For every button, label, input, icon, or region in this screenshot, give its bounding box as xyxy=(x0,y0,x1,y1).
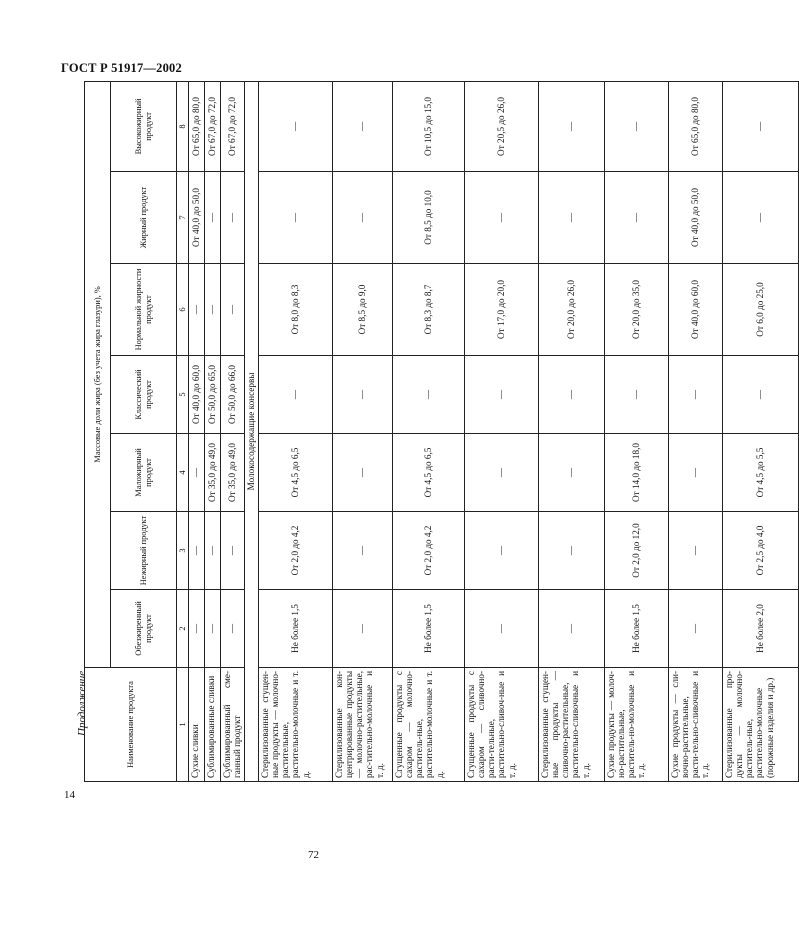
value-cell: — xyxy=(332,81,392,171)
value-cell: — xyxy=(604,172,668,264)
product-name-cell: Сублимированный сме-ганный продукт xyxy=(221,668,245,782)
table-row xyxy=(332,81,392,781)
value-cell: От 20,0 до 35,0 xyxy=(604,264,668,356)
value-cell: От 2,0 до 12,0 xyxy=(604,512,668,590)
value-cell: — xyxy=(258,172,332,264)
value-cell: — xyxy=(538,434,604,512)
value-cell: — xyxy=(221,590,245,668)
table-row xyxy=(464,81,538,781)
col-index: 2 xyxy=(177,590,189,668)
product-name-cell: Стерилизованные про-дукты — молочно-раститель-ные, растительно-молочные (порожные изделия и др.) xyxy=(722,668,798,782)
value-cell: — xyxy=(221,172,245,264)
table-row xyxy=(189,81,205,781)
col-header-6: Нормальной жирности продукт xyxy=(111,264,177,356)
col-header-7: Жирный продукт xyxy=(111,172,177,264)
value-cell: — xyxy=(538,81,604,171)
col-index: 6 xyxy=(177,264,189,356)
product-name-cell: Сухие продукты — молоч-но-растительные, раститель-но-молочные и т. д. xyxy=(604,668,668,782)
value-cell: От 67,0 до 72,0 xyxy=(205,81,221,171)
value-cell: От 2,0 до 4,2 xyxy=(258,512,332,590)
col-header-3: Нежирный продукт xyxy=(111,512,177,590)
value-cell: — xyxy=(332,512,392,590)
value-cell: От 10,5 до 15,0 xyxy=(392,81,464,171)
value-cell: — xyxy=(668,512,722,590)
value-cell: От 40,0 до 50,0 xyxy=(668,172,722,264)
value-cell: — xyxy=(205,264,221,356)
value-cell: От 67,0 до 72,0 xyxy=(221,81,245,171)
fat-content-table xyxy=(84,81,799,782)
col-index: 5 xyxy=(177,356,189,434)
value-cell: От 20,0 до 26,0 xyxy=(538,264,604,356)
value-cell: От 14,0 до 18,0 xyxy=(604,434,668,512)
value-cell: — xyxy=(538,590,604,668)
col-index: 4 xyxy=(177,434,189,512)
value-cell: — xyxy=(258,81,332,171)
value-cell: — xyxy=(332,434,392,512)
table-row xyxy=(538,81,604,781)
value-cell: — xyxy=(464,356,538,434)
value-cell: — xyxy=(332,356,392,434)
value-cell: — xyxy=(189,434,205,512)
value-cell: От 6,0 до 25,0 xyxy=(722,264,798,356)
value-cell: — xyxy=(722,172,798,264)
value-cell: От 4,5 до 5,5 xyxy=(722,434,798,512)
value-cell: Не более 2,0 xyxy=(722,590,798,668)
col-index: 3 xyxy=(177,512,189,590)
col-header-name: Наименование продукта xyxy=(85,668,177,782)
value-cell: — xyxy=(205,512,221,590)
value-cell: — xyxy=(258,356,332,434)
value-cell: — xyxy=(189,512,205,590)
value-cell: — xyxy=(668,356,722,434)
value-cell: — xyxy=(332,172,392,264)
section-row xyxy=(244,81,258,781)
value-cell: От 40,0 до 60,0 xyxy=(668,264,722,356)
product-name-cell: Сгущенные продукты с сахаром — молочно-раститель-ные, растительно-молочные и т. д. xyxy=(392,668,464,782)
product-name-cell: Сублимированные сливки xyxy=(205,668,221,782)
value-cell: От 4,5 до 6,5 xyxy=(258,434,332,512)
value-cell: — xyxy=(392,356,464,434)
value-cell: — xyxy=(538,356,604,434)
value-cell: — xyxy=(221,264,245,356)
value-cell: — xyxy=(189,264,205,356)
value-cell: — xyxy=(221,512,245,590)
value-cell: — xyxy=(332,590,392,668)
value-cell: — xyxy=(205,172,221,264)
value-cell: От 17,0 до 20,0 xyxy=(464,264,538,356)
page-number: 14 xyxy=(64,789,75,801)
value-cell: — xyxy=(668,434,722,512)
value-cell: Не более 1,5 xyxy=(604,590,668,668)
product-name-cell: Стерилизованные сгущен-ные продукты — молочно-растительные, растительно-молочные и т. д. xyxy=(258,668,332,782)
value-cell: — xyxy=(464,434,538,512)
value-cell: От 8,5 до 9,0 xyxy=(332,264,392,356)
value-cell: От 65,0 до 80,0 xyxy=(668,81,722,171)
value-cell: От 8,0 до 8,3 xyxy=(258,264,332,356)
table-row xyxy=(258,81,332,781)
product-name-cell: Сухие продукты — сли-вочно-растительные, расти-тельно-сливочные и т. д. xyxy=(668,668,722,782)
value-cell: От 20,5 до 26,0 xyxy=(464,81,538,171)
col-index: 7 xyxy=(177,172,189,264)
table-row xyxy=(221,81,245,781)
table-row xyxy=(205,81,221,781)
product-name-cell: Сгущенные продукты с сахаром — сливочно-расти-тельные, растительно-сливоч-ные и т. д. xyxy=(464,668,538,782)
value-cell: От 35,0 до 49,0 xyxy=(205,434,221,512)
product-name-cell: Стерилизованные кон-центрированные продукты — молочно-растительные, рас-тительно-молочные и т. д. xyxy=(332,668,392,782)
sheet-stamp: 72 xyxy=(308,849,319,861)
table-row xyxy=(604,81,668,781)
value-cell: От 50,0 до 66,0 xyxy=(221,356,245,434)
col-header-4: Маложирный продукт xyxy=(111,434,177,512)
continuation-label: Продолжение xyxy=(76,670,88,736)
col-header-8: Высокожирный продукт xyxy=(111,81,177,171)
rotated-table-container xyxy=(84,82,775,782)
value-cell: — xyxy=(464,512,538,590)
table-row xyxy=(722,81,798,781)
value-cell: От 40,0 до 50,0 xyxy=(189,172,205,264)
value-cell: — xyxy=(538,512,604,590)
product-name-cell: Сухие сливки xyxy=(189,668,205,782)
col-header-2: Обезжиренный продукт xyxy=(111,590,177,668)
value-cell: — xyxy=(668,590,722,668)
product-name-cell: Стерилизованные сгущен-ные продукты — сливочно-растительные, растительно-сливочные и т. д. xyxy=(538,668,604,782)
value-cell: От 8,5 до 10,0 xyxy=(392,172,464,264)
group-header: Массовые доли жира (без учета жира глазури), % xyxy=(85,81,111,667)
value-cell: От 50,0 до 65,0 xyxy=(205,356,221,434)
value-cell: От 35,0 до 49,0 xyxy=(221,434,245,512)
value-cell: От 40,0 до 60,0 xyxy=(189,356,205,434)
value-cell: — xyxy=(205,590,221,668)
col-index: 8 xyxy=(177,81,189,171)
value-cell: От 2,0 до 4,2 xyxy=(392,512,464,590)
value-cell: От 4,5 до 6,5 xyxy=(392,434,464,512)
value-cell: Не более 1,5 xyxy=(258,590,332,668)
value-cell: — xyxy=(722,356,798,434)
col-header-5: Классический продукт xyxy=(111,356,177,434)
value-cell: От 8,3 до 8,7 xyxy=(392,264,464,356)
value-cell: — xyxy=(604,81,668,171)
section-title: Молокосодержащие консервы xyxy=(244,81,258,781)
value-cell: От 2,5 до 4,0 xyxy=(722,512,798,590)
table-row xyxy=(392,81,464,781)
value-cell: — xyxy=(189,590,205,668)
value-cell: — xyxy=(722,81,798,171)
col-index: 1 xyxy=(177,668,189,782)
value-cell: От 65,0 до 80,0 xyxy=(189,81,205,171)
document-header: ГОСТ Р 51917—2002 xyxy=(61,61,182,75)
value-cell: — xyxy=(538,172,604,264)
value-cell: — xyxy=(604,356,668,434)
value-cell: Не более 1,5 xyxy=(392,590,464,668)
value-cell: — xyxy=(464,172,538,264)
value-cell: — xyxy=(464,590,538,668)
table-row xyxy=(668,81,722,781)
